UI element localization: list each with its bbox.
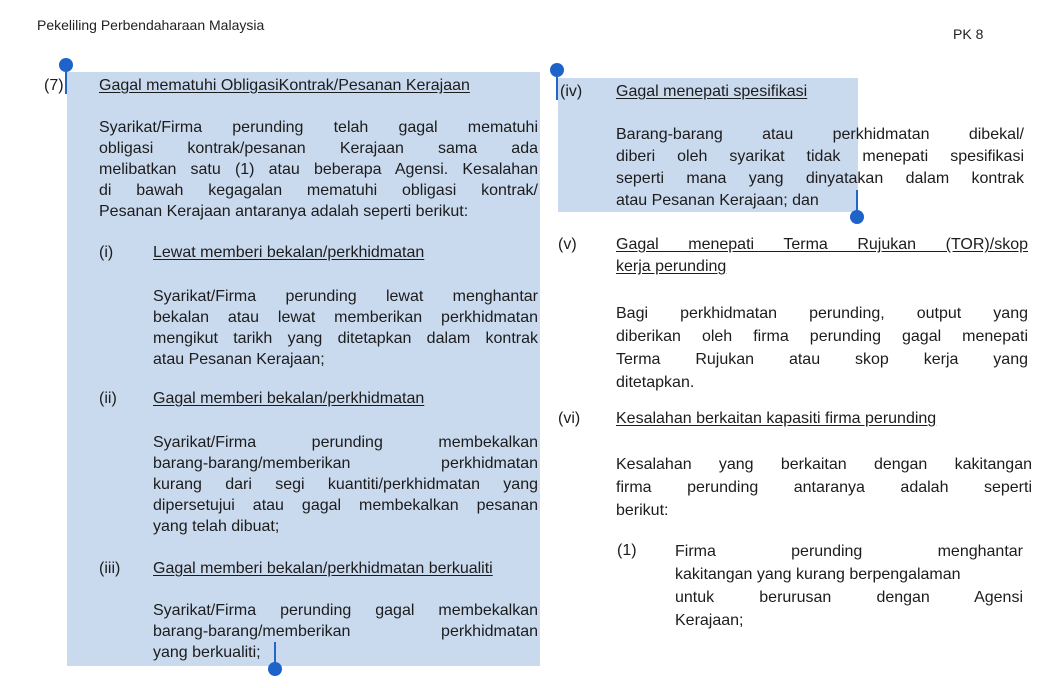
section-heading xyxy=(616,234,1028,278)
text-line: Kesalahan yang berkaitan dengan kakitangan xyxy=(616,456,1032,473)
text-line: Kerajaan; xyxy=(675,612,744,629)
selection-caret xyxy=(856,190,858,212)
section-heading: Gagal menepati spesifikasi xyxy=(616,83,808,100)
text-line: yang telah dibuat; xyxy=(153,518,280,535)
section-heading: Kesalahan berkaitan kapasiti firma perunding xyxy=(616,410,937,427)
text-line: kakitangan yang kurang berpengalaman xyxy=(675,566,961,583)
text-line: firma perunding antaranya adalah seperti xyxy=(616,479,1032,496)
section-heading: Gagal mematuhi ObligasiKontrak/Pesanan Kerajaan xyxy=(99,77,470,94)
text-line: Syarikat/Firma perunding membekalkan xyxy=(153,434,538,451)
paragraph xyxy=(616,453,1032,522)
text-line: diberi oleh syarikat tidak menepati spesifikasi xyxy=(616,148,1024,165)
selection-caret xyxy=(274,642,276,664)
text-line: barang-barang/memberikan perkhidmatan xyxy=(153,623,538,640)
text-line: kurang dari segi kuantiti/perkhidmatan yang xyxy=(153,476,538,493)
paragraph xyxy=(153,600,538,663)
text-line: Firma perunding menghantar xyxy=(675,543,1023,560)
page-code: PK 8 xyxy=(953,26,984,42)
paragraph xyxy=(616,124,1024,212)
text-line: Barang-barang atau perkhidmatan dibekal/ xyxy=(616,126,1024,143)
item-number: (v) xyxy=(558,236,577,253)
text-line: Gagal menepati Terma Rujukan (TOR)/skop xyxy=(616,236,1028,253)
text-line: atau Pesanan Kerajaan; xyxy=(153,351,325,368)
text-line: Terma Rujukan atau skop kerja yang xyxy=(616,351,1028,368)
paragraph xyxy=(153,432,538,537)
selection-end-handle[interactable] xyxy=(850,210,864,224)
text-line: Syarikat/Firma perunding telah gagal mematuhi xyxy=(99,119,538,136)
section-heading: Lewat memberi bekalan/perkhidmatan xyxy=(153,244,425,261)
item-number: (vi) xyxy=(558,410,581,427)
text-line: Syarikat/Firma perunding gagal membekalkan xyxy=(153,602,538,619)
text-line: untuk berurusan dengan Agensi xyxy=(675,589,1023,606)
text-line: bekalan atau lewat memberikan perkhidmatan xyxy=(153,309,538,326)
item-number: (iii) xyxy=(99,560,121,577)
text-line: yang berkualiti; xyxy=(153,644,261,661)
text-line: Pesanan Kerajaan antaranya adalah seperti berikut: xyxy=(99,203,469,220)
text-line: di bawah kegagalan mematuhi obligasi kontrak/ xyxy=(99,182,538,199)
text-line: melibatkan satu (1) atau beberapa Agensi. Kesalahan xyxy=(99,161,538,178)
selection-start-handle[interactable] xyxy=(550,63,564,77)
paragraph xyxy=(675,540,1023,632)
text-line: berikut: xyxy=(616,502,669,519)
text-line: seperti mana yang dinyatakan dalam kontrak xyxy=(616,170,1024,187)
section-heading: Gagal memberi bekalan/perkhidmatan berkualiti xyxy=(153,560,493,577)
text-line: diberikan oleh firma perunding gagal menepati xyxy=(616,328,1028,345)
selection-caret xyxy=(65,70,67,94)
text-line: ditetapkan. xyxy=(616,374,695,391)
text-line: barang-barang/memberikan perkhidmatan xyxy=(153,455,538,472)
item-number: (ii) xyxy=(99,390,117,407)
section-heading: Gagal memberi bekalan/perkhidmatan xyxy=(153,390,425,407)
text-line: kerja perunding xyxy=(616,258,727,275)
text-line: Bagi perkhidmatan perunding, output yang xyxy=(616,305,1028,322)
item-number: (iv) xyxy=(560,83,583,100)
paragraph xyxy=(99,117,538,222)
paragraph xyxy=(153,286,538,370)
text-line: atau Pesanan Kerajaan; dan xyxy=(616,192,819,209)
document-header: Pekeliling Perbendaharaan Malaysia xyxy=(37,17,265,33)
paragraph xyxy=(616,302,1028,394)
selection-caret xyxy=(556,76,558,100)
text-line: mengikut tarikh yang ditetapkan dalam kontrak xyxy=(153,330,538,347)
text-line: dipersetujui atau gagal membekalkan pesanan xyxy=(153,497,538,514)
text-line: obligasi kontrak/pesanan Kerajaan sama ada xyxy=(99,140,538,157)
selection-end-handle[interactable] xyxy=(268,662,282,676)
item-number: (1) xyxy=(617,542,637,559)
item-number: (i) xyxy=(99,244,114,261)
text-line: Syarikat/Firma perunding lewat menghantar xyxy=(153,288,538,305)
item-number: (7) xyxy=(44,77,64,94)
